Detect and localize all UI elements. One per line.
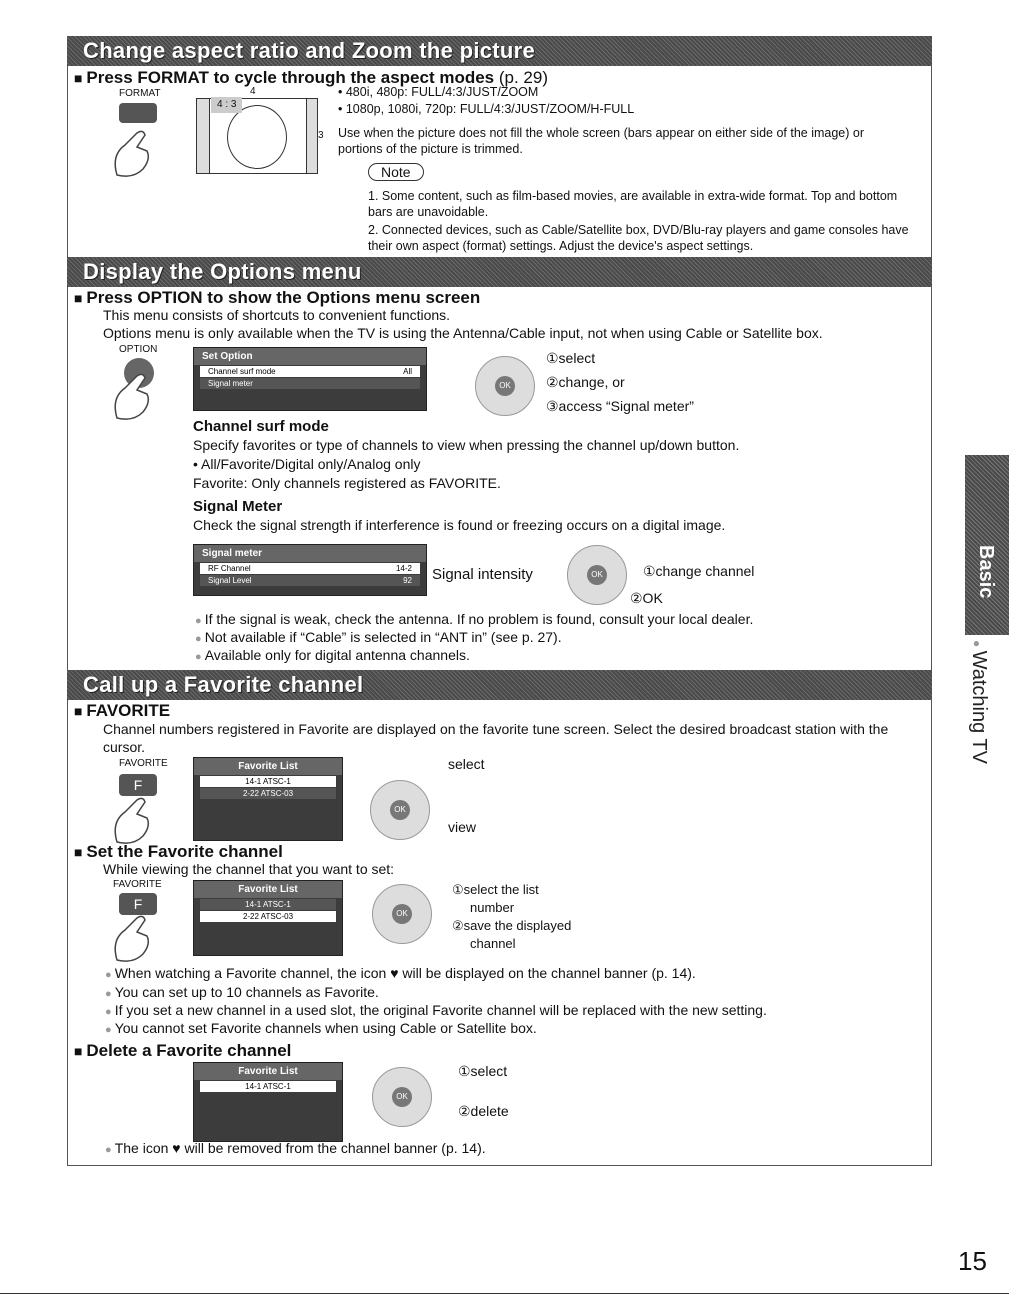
bottom-divider (0, 1293, 1009, 1294)
section-title-bar (67, 36, 932, 66)
aspect-heading: ■ Press FORMAT to cycle through the aspect modes (p. 29) (74, 68, 548, 88)
mode-item-1: • 480i, 480p: FULL/4:3/JUST/ZOOM (338, 85, 539, 99)
remote-label-select: ①select (458, 1063, 508, 1079)
favorite-button-label: FAVORITE (113, 879, 162, 890)
remote-cursor-icon: OK (372, 884, 432, 944)
remote-label-change: ②change, or (546, 374, 625, 390)
surf-text-3: Favorite: Only channels registered as FAVORITE. (193, 475, 501, 491)
note-2: 2. Connected devices, such as Cable/Satellite box, DVD/Blu-ray players and game consoles have their own aspect (format) settings. Adjust the device's aspect settings. (368, 223, 909, 253)
format-button-icon (119, 103, 157, 123)
diagram-height-label: 3 (318, 130, 324, 141)
remote-label-select: select (448, 756, 485, 772)
meter-bullet-3: ● Available only for digital antenna channels. (195, 646, 470, 666)
set-favorite-heading: ■ Set the Favorite channel (74, 842, 283, 862)
remote-label-delete: ②delete (458, 1103, 509, 1119)
favorite-button-icon: F (119, 774, 157, 796)
remote-cursor-icon: OK (567, 545, 627, 605)
surf-text-1: Specify favorites or type of channels to view when pressing the channel up/down button. (193, 437, 740, 453)
remote-cursor-icon: OK (370, 780, 430, 840)
favorite-list-menu (193, 757, 343, 841)
set-bullet-2: ● You can set up to 10 channels as Favorite. (105, 983, 379, 1003)
signal-intensity-label: Signal intensity (432, 566, 533, 583)
favorite-list-title: Favorite List (194, 1063, 342, 1080)
note-1: 1. Some content, such as film-based movies, are available in extra-wide format. Top and bottom bars are unavoidable. (368, 189, 898, 219)
set-favorite-text: While viewing the channel that you want to set: (103, 861, 395, 877)
set-bullet-4: ● You cannot set Favorite channels when using Cable or Satellite box. (105, 1019, 537, 1039)
meter-bullet-2: ● Not available if “Cable” is selected in “ANT in” (see p. 27). (195, 628, 562, 648)
meter-bullet-1: ● If the signal is weak, check the antenna. If no problem is found, consult your local dealer. (195, 610, 753, 630)
sidebar-tab-label: Basic (975, 545, 997, 599)
option-button-label: OPTION (119, 344, 158, 355)
remote-label-number: number (470, 900, 515, 915)
set-option-menu (193, 347, 427, 411)
menu-title: Set Option (194, 348, 426, 365)
remote-label-view: view (448, 819, 477, 835)
mode-item-2: • 1080p, 1080i, 720p: FULL/4:3/JUST/ZOOM/H-FULL (338, 102, 635, 116)
options-heading: ■ Press OPTION to show the Options menu screen (74, 288, 480, 308)
surf-heading: Channel surf mode (193, 418, 329, 435)
set-bullet-3: ● If you set a new channel in a used slot, the original Favorite channel will be replaced with the new setting. (105, 1001, 767, 1021)
favorite-button-icon: F (119, 893, 157, 915)
meter-row-rf: RF Channel 14-2 (200, 563, 420, 574)
remote-label-channel: channel (470, 936, 516, 951)
meter-text: Check the signal strength if interference is found or freezing occurs on a digital image. (193, 517, 726, 533)
sidebar-subtitle: ● Watching TV (968, 640, 990, 764)
aspect-ratio-label: 4 : 3 (211, 97, 242, 113)
favorite-heading: ■ FAVORITE (74, 701, 170, 721)
meter-title: Signal meter (194, 545, 426, 562)
options-intro-1: This menu consists of shortcuts to convenient functions. (103, 307, 451, 323)
favorite-list-item[interactable]: 14-1 ATSC-1 (200, 1081, 336, 1092)
meter-heading: Signal Meter (193, 498, 283, 515)
aspect-diagram (196, 98, 318, 174)
remote-label-change-channel: ①change channel (643, 563, 755, 579)
menu-row-channel-surf: Channel surf mode All (200, 366, 420, 377)
section-title-bar (67, 257, 932, 287)
remote-cursor-icon: OK (372, 1067, 432, 1127)
set-bullet-1: ● When watching a Favorite channel, the icon ♥ will be displayed on the channel banner (p. 14). (105, 964, 696, 984)
section-title-bar (67, 670, 932, 700)
signal-meter-menu (193, 544, 427, 596)
aspect-description: Use when the picture does not fill the whole screen (bars appear on either side of the image) or portions of the picture is trimmed. (338, 126, 864, 156)
favorite-list-menu (193, 880, 343, 956)
favorite-list-item[interactable]: 14-1 ATSC-1 (200, 899, 336, 910)
remote-label-ok: ②OK (630, 590, 663, 606)
options-intro-2: Options menu is only available when the TV is using the Antenna/Cable input, not when using Cable or Satellite box. (103, 325, 823, 341)
remote-cursor-icon: OK (475, 356, 535, 416)
section-title: Call up a Favorite channel (83, 672, 364, 697)
favorite-list-item[interactable]: 2-22 ATSC-03 (200, 911, 336, 922)
favorite-list-title: Favorite List (194, 758, 342, 775)
meter-row-level: Signal Level 92 (200, 575, 420, 586)
favorite-list-menu (193, 1062, 343, 1142)
menu-row-signal-meter: Signal meter (200, 378, 420, 389)
section-title: Display the Options menu (83, 259, 362, 284)
page-number: 15 (958, 1246, 987, 1276)
signal-level-value: 92 (403, 576, 412, 585)
favorite-list-item[interactable]: 2-22 ATSC-03 (200, 788, 336, 799)
favorite-list-title: Favorite List (194, 881, 342, 898)
section-title: Change aspect ratio and Zoom the picture (83, 38, 536, 63)
hand-icon (107, 368, 155, 426)
note-label: Note (368, 163, 424, 181)
diagram-width-label: 4 (250, 86, 256, 97)
surf-text-2: • All/Favorite/Digital only/Analog only (193, 456, 421, 472)
remote-label-select-list: ①select the list (452, 882, 539, 897)
favorite-list-item[interactable]: 14-1 ATSC-1 (200, 776, 336, 787)
hand-icon (107, 910, 155, 968)
hand-icon (107, 125, 155, 183)
sidebar-tab (965, 455, 1009, 635)
remote-label-save: ②save the displayed (452, 918, 572, 933)
remote-label-access: ③access “Signal meter” (546, 398, 694, 414)
remote-label-select: ①select (546, 350, 596, 366)
favorite-button-label: FAVORITE (119, 758, 168, 769)
delete-favorite-heading: ■ Delete a Favorite channel (74, 1041, 291, 1061)
favorite-text: Channel numbers registered in Favorite are displayed on the favorite tune screen. Select the desired broadcast station with the cursor. (103, 721, 889, 755)
format-button-label: FORMAT (119, 88, 161, 99)
delete-bullet: ● The icon ♥ will be removed from the channel banner (p. 14). (105, 1139, 486, 1159)
